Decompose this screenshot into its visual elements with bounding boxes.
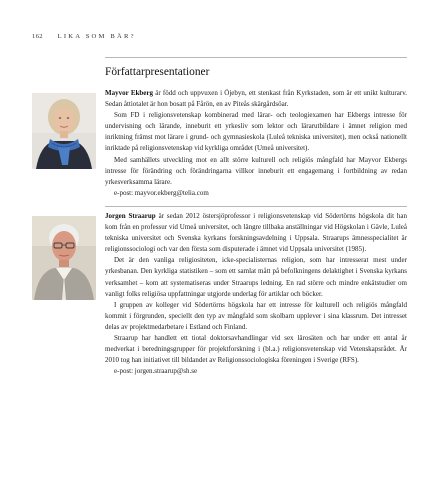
page-number: 162 [32, 33, 43, 40]
bio-paragraph: Det är den vanliga religiositeten, icke-specialisternas religion, som har intresserat mest under yrkesbanan. Den kyrkliga statistiken – som ett samlat mått på befolkningens delaktighet i Svenska kyrkans verksamhet – kom att systematiseras under Straarups ledning. En rad större och mindre enkätstudier om vanligt folks religiösa uppfattningar utgjorde underlag för artiklar och böcker. [105, 256, 407, 298]
separator-rule [105, 206, 407, 207]
bio-paragraph: Mayvor Ekberg är född och uppvuxen i Öjebyn, ett stenkast från Kyrkstaden, som är ett unikt kulturarv. Sedan åttiotalet är hon bosatt på Fårön, en av Piteås skärgårdsöar. [105, 89, 407, 109]
bio-paragraph: Straarup har handlett ett tiotal doktorsavhandlingar vid sex lärosäten och har under ett antal år medverkat i beredningsgrupper för projektforskning i (bl.a.) religionsvetenskap vid Vetenskapsrådet. År 2010 tog han initiativet till bildandet av Religionssociologiska föreningen i Sverige (RFS). [105, 334, 407, 365]
author-bio-straarup [105, 211, 407, 377]
bio-paragraph: Med samhällets utveckling mot en allt större kulturell och religiös mångfald har Mayvor Ekbergs intresse för förändring och förändringarna villkor inneburit ett engagemang i fortbildning av redan yrkesverksamma lärare. [105, 155, 407, 186]
portrait-man-icon [32, 216, 96, 300]
author-name: Jorgen Straarup [105, 212, 156, 220]
author-email: e-post: jorgen.straarup@sh.se [114, 367, 198, 376]
author-bio-ekberg [105, 88, 407, 199]
book-title: LIKA SOM BÄR? [57, 33, 136, 40]
author-photo-ekberg [32, 93, 96, 169]
author-photo-straarup [32, 216, 96, 300]
author-name: Mayvor Ekberg [105, 89, 153, 97]
section-title: Författarpresentationer [105, 66, 210, 78]
bio-paragraph: Som FD i religionsvetenskap kombinerad med lärar- och teologiexamen har Ekbergs intresse för undervisning och lärande, inneburit ett yrkesliv som lektor och lärarutbildare i ämnet religion med inriktning främst mot lärare i grund- och gymnasieskola (Luleå tekniska universitet), men också nationellt inriktade på religionsvetenskap vid kyrkliga området (Umeå universitet). [105, 111, 407, 153]
bio-paragraph: I gruppen av kolleger vid Södertörns högskola har ett intresse för kulturell och religiös mångfald kommit i förgrunden, speciellt den typ av mångfald som skolbarn upplever i sina klassrum. Det intresset delas av projektmedarbetare i Estland och Finland. [105, 300, 407, 331]
author-email: e-post: mayvor.ekberg@telia.com [114, 188, 209, 197]
portrait-woman-icon [32, 93, 96, 169]
top-rule [105, 57, 407, 58]
running-head [32, 33, 397, 40]
bio-paragraph: Jorgen Straarup är sedan 2012 östersjöprofessor i religionsvetenskap vid Södertörns högskola dit han kom från en professur vid Umeå universitet, och längre tillbaka anställningar vid Högskolan i Gävle, Luleå tekniska universitet och Svenska kyrkans forskningsavdelning i Uppsala. Straarups ämnesspecialitet är religionssociologi och var den första som disputerade i ämnet vid Uppsala universitet (1985). [105, 212, 407, 254]
